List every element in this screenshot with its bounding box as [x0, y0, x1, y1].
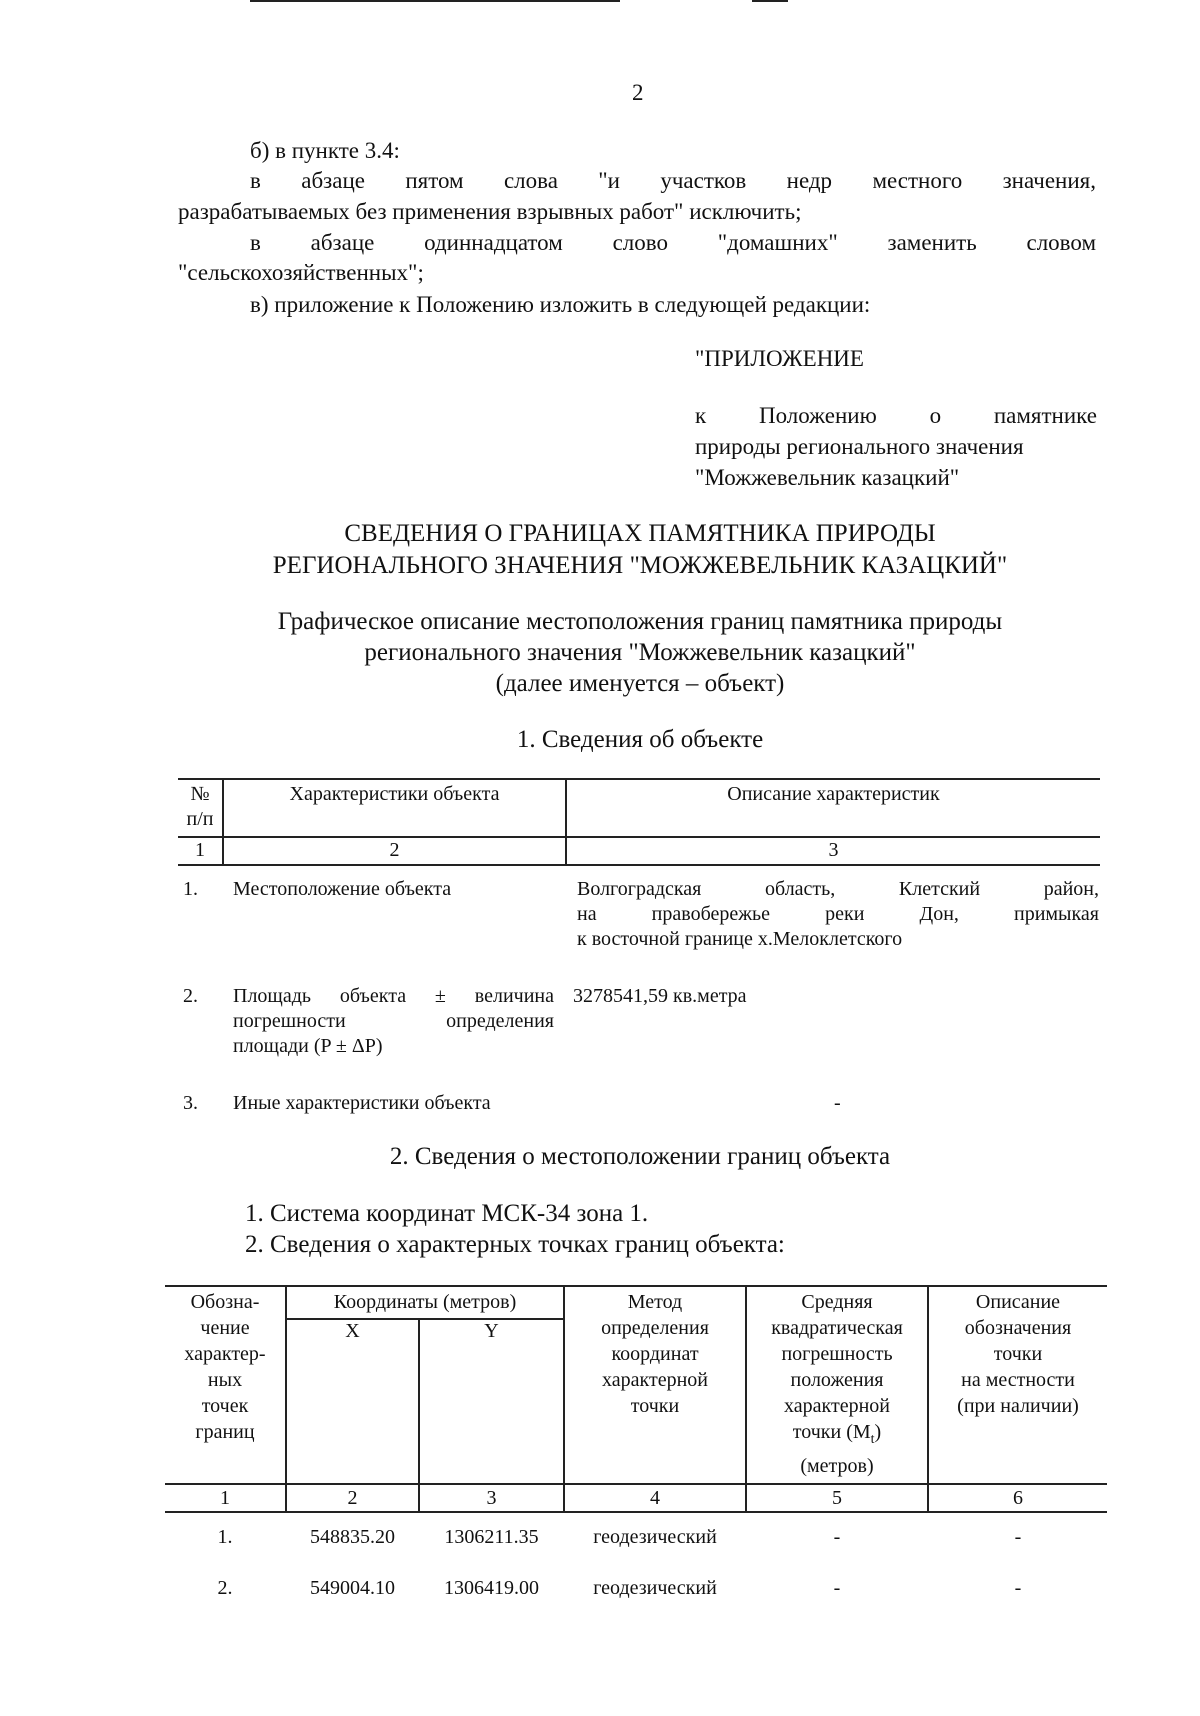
- table2-row2-x: 549004.10: [310, 1577, 395, 1599]
- subtitle-line2: регионального значения "Можжевельник казацкий": [364, 639, 916, 666]
- section2-item1: 1. Система координат МСК-34 зона 1.: [245, 1200, 649, 1227]
- table2-header-method: [565, 1289, 745, 1419]
- table1-header-description: Описание характеристик: [727, 783, 940, 805]
- table2-header-x: X: [345, 1320, 360, 1342]
- table1-col-number-3: 3: [828, 839, 839, 861]
- table1-row1-desc-line1: Волгоградская область, Клетский район,: [577, 878, 1099, 900]
- table1-col-number-1: 1: [195, 839, 205, 861]
- table1-row3-description: -: [834, 1092, 841, 1114]
- table1-row2-num: 2.: [183, 985, 198, 1007]
- table2-row2-id: 2.: [217, 1577, 233, 1599]
- table2-header-error: [747, 1289, 927, 1479]
- table2-row1-description: -: [1014, 1526, 1022, 1548]
- table2-header-description-line4: на местности: [961, 1369, 1075, 1391]
- table2-col-number-3: 3: [486, 1487, 497, 1509]
- table2-row2-error: -: [833, 1577, 841, 1599]
- table1-row2-char-line3: площади (P ± ΔP): [233, 1035, 383, 1057]
- table1-header-num: [178, 782, 222, 832]
- table2-row1-error: -: [833, 1526, 841, 1548]
- section2-heading: 2. Сведения о местоположении границ объекта: [389, 1143, 891, 1170]
- table1-top-border: [178, 778, 1100, 780]
- table2-col-number-4: 4: [650, 1487, 660, 1509]
- table1-row2-char-line2: погрешности определения: [233, 1010, 554, 1032]
- scan-top-line-left: [250, 0, 620, 2]
- table2-header-error-line2: квадратическая: [771, 1317, 903, 1339]
- table2-row1-method: геодезический: [593, 1526, 717, 1548]
- amendment-b-item1-line2: разрабатываемых без применения взрывных работ" исключить;: [178, 199, 802, 224]
- table2-header-designation-line1: Обозна-: [190, 1291, 260, 1313]
- table2-header-coordinates: Координаты (метров): [333, 1291, 517, 1313]
- table2-header-designation-line2: чение: [200, 1317, 250, 1339]
- table2-header-error-line6: [747, 1419, 927, 1453]
- subtitle-line1: Графическое описание местоположения границ памятника природы: [277, 608, 1003, 635]
- table2-header-designation-line6: границ: [195, 1421, 255, 1443]
- table2-header-y: Y: [484, 1320, 499, 1342]
- table2-row2-method: геодезический: [593, 1577, 717, 1599]
- table2-header-designation-line5: точек: [201, 1395, 249, 1417]
- table2-col-number-6: 6: [1013, 1487, 1023, 1509]
- table2-header-method-line1: Метод: [627, 1291, 683, 1313]
- table2-header-error-line1: Средняя: [801, 1291, 873, 1313]
- table1-header-characteristic: Характеристики объекта: [289, 783, 500, 805]
- table1-row1-num: 1.: [183, 878, 198, 900]
- table2-header-method-line4: характерной: [602, 1369, 708, 1391]
- table1-row1-desc-line2: на правобережье реки Дон, примыкая: [577, 903, 1099, 925]
- document-title-line2: РЕГИОНАЛЬНОГО ЗНАЧЕНИЯ "МОЖЖЕВЕЛЬНИК КАЗАЦКИЙ": [272, 552, 1008, 579]
- amendment-b-item1-line1: в абзаце пятом слова "и участков недр местного значения,: [250, 168, 1096, 193]
- table2-header-designation-line4: ных: [207, 1369, 243, 1391]
- table2-col-number-2: 2: [347, 1487, 358, 1509]
- table2-header-error-line5: характерной: [784, 1395, 890, 1417]
- table1-header-num-line1: №: [190, 783, 210, 805]
- table2-header-method-line3: координат: [611, 1343, 699, 1365]
- subtitle-line3: (далее именуется – объект): [495, 670, 785, 697]
- table2-col-number-5: 5: [832, 1487, 842, 1509]
- scan-top-line-right: [752, 0, 788, 2]
- table2-row2-description: -: [1014, 1577, 1022, 1599]
- table2-header-error-line3: погрешность: [781, 1343, 893, 1365]
- amendment-b-intro: б) в пункте 3.4:: [250, 138, 400, 163]
- table2-header-description-line2: обозначения: [964, 1317, 1072, 1339]
- table2-header-designation-line3: характер-: [184, 1343, 266, 1365]
- table1-row1-desc-line3: к восточной границе х.Мелоклетского: [577, 928, 903, 950]
- amendment-b-item2-line2: "сельскохозяйственных";: [178, 260, 424, 285]
- table2-header-description-line3: точки: [993, 1343, 1043, 1365]
- table2-header-designation: [165, 1289, 285, 1445]
- table1-row2-char-line1: Площадь объекта ± величина: [233, 985, 554, 1007]
- table1-row1-characteristic: Местоположение объекта: [233, 878, 452, 900]
- table2-top-border: [165, 1285, 1107, 1287]
- table2-header-error-mt-prefix: точки (M: [792, 1421, 871, 1443]
- table2-col-number-1: 1: [220, 1487, 230, 1509]
- table2-header-error-line4: положения: [790, 1369, 884, 1391]
- table2-col-divider-2: [418, 1318, 420, 1512]
- appendix-line3: "Можжевельник казацкий": [695, 465, 960, 490]
- table2-header-method-line2: определения: [601, 1317, 709, 1339]
- amendment-v-intro: в) приложение к Положению изложить в следующей редакции:: [250, 292, 871, 317]
- section1-heading: 1. Сведения об объекте: [516, 726, 764, 753]
- table1-numbers-divider: [178, 864, 1100, 866]
- table2-header-description-line1: Описание: [975, 1291, 1061, 1313]
- table2-numbers-divider: [165, 1511, 1107, 1513]
- table2-header-error-mt-subscript: t: [870, 1432, 875, 1447]
- page-number: 2: [632, 80, 644, 105]
- table2-header-error-mt-suffix: ): [874, 1421, 882, 1443]
- table2-header-description-line5: (при наличии): [957, 1395, 1079, 1417]
- appendix-line2: природы регионального значения: [695, 434, 1024, 459]
- table1-header-num-line2: п/п: [186, 808, 214, 830]
- appendix-line1: к Положению о памятнике: [695, 403, 1097, 428]
- table2-row2-y: 1306419.00: [444, 1577, 539, 1599]
- table1-row2-description: 3278541,59 кв.метра: [573, 985, 747, 1007]
- amendment-b-item2-line1: в абзаце одиннадцатом слово "домашних" заменить словом: [250, 230, 1096, 255]
- table2-header-method-line5: точки: [630, 1395, 680, 1417]
- table2-row1-y: 1306211.35: [444, 1526, 539, 1548]
- table1-col-number-2: 2: [389, 839, 400, 861]
- table2-header-error-line7: (метров): [800, 1455, 874, 1477]
- table1-row3-num: 3.: [183, 1092, 198, 1114]
- table2-header-description: [929, 1289, 1107, 1419]
- appendix-heading: "ПРИЛОЖЕНИЕ: [695, 346, 864, 371]
- document-title-line1: СВЕДЕНИЯ О ГРАНИЦАХ ПАМЯТНИКА ПРИРОДЫ: [344, 520, 936, 547]
- table2-row1-x: 548835.20: [310, 1526, 395, 1548]
- section2-item2: 2. Сведения о характерных точках границ объекта:: [245, 1231, 785, 1258]
- table1-row3-characteristic: Иные характеристики объекта: [233, 1092, 491, 1114]
- table2-row1-id: 1.: [217, 1526, 233, 1548]
